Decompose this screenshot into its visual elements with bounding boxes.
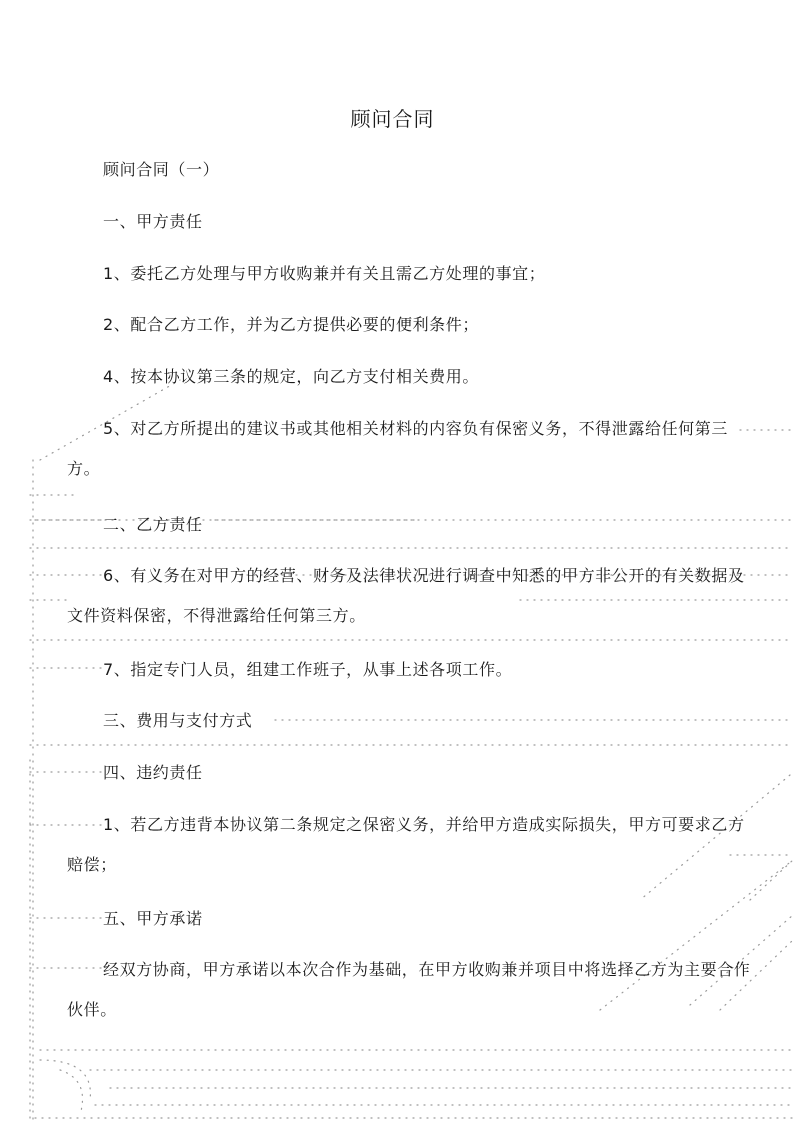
clause-item: 2、配合乙方工作，并为乙方提供必要的便利条件； xyxy=(103,315,479,334)
clause-item: 7、指定专门人员，组建工作班子，从事上述各项工作。 xyxy=(103,660,513,679)
section-heading-breach-liability: 四、违约责任 xyxy=(103,763,203,782)
clause-item: 6、有义务在对甲方的经营、财务及法律状况进行调查中知悉的甲方非公开的有关数据及文件资料保密，不得泄露给任何第三方。 xyxy=(67,566,745,625)
section-heading-party-a-responsibilities: 一、甲方责任 xyxy=(103,212,203,231)
clause-item: 4、按本协议第三条的规定，向乙方支付相关费用。 xyxy=(103,367,479,386)
section-heading-party-b-responsibilities: 二、乙方责任 xyxy=(103,515,203,534)
document-title: 顾问合同 xyxy=(350,107,435,131)
paragraph-subtitle: 顾问合同（一） xyxy=(103,160,220,179)
section-heading-fees-payment: 三、费用与支付方式 xyxy=(103,711,253,730)
clause-item: 5、对乙方所提出的建议书或其他相关材料的内容负有保密义务，不得泄露给任何第三方。 xyxy=(67,419,728,478)
clause-item: 经双方协商，甲方承诺以本次合作为基础，在甲方收购兼并项目中将选择乙方为主要合作伙伴。 xyxy=(67,960,751,1019)
section-heading-party-a-commitment: 五、甲方承诺 xyxy=(103,909,203,928)
clause-item: 1、若乙方违背本协议第二条规定之保密义务，并给甲方造成实际损失，甲方可要求乙方赔偿； xyxy=(67,815,745,874)
clause-item: 1、委托乙方处理与甲方收购兼并有关且需乙方处理的事宜； xyxy=(103,264,546,283)
